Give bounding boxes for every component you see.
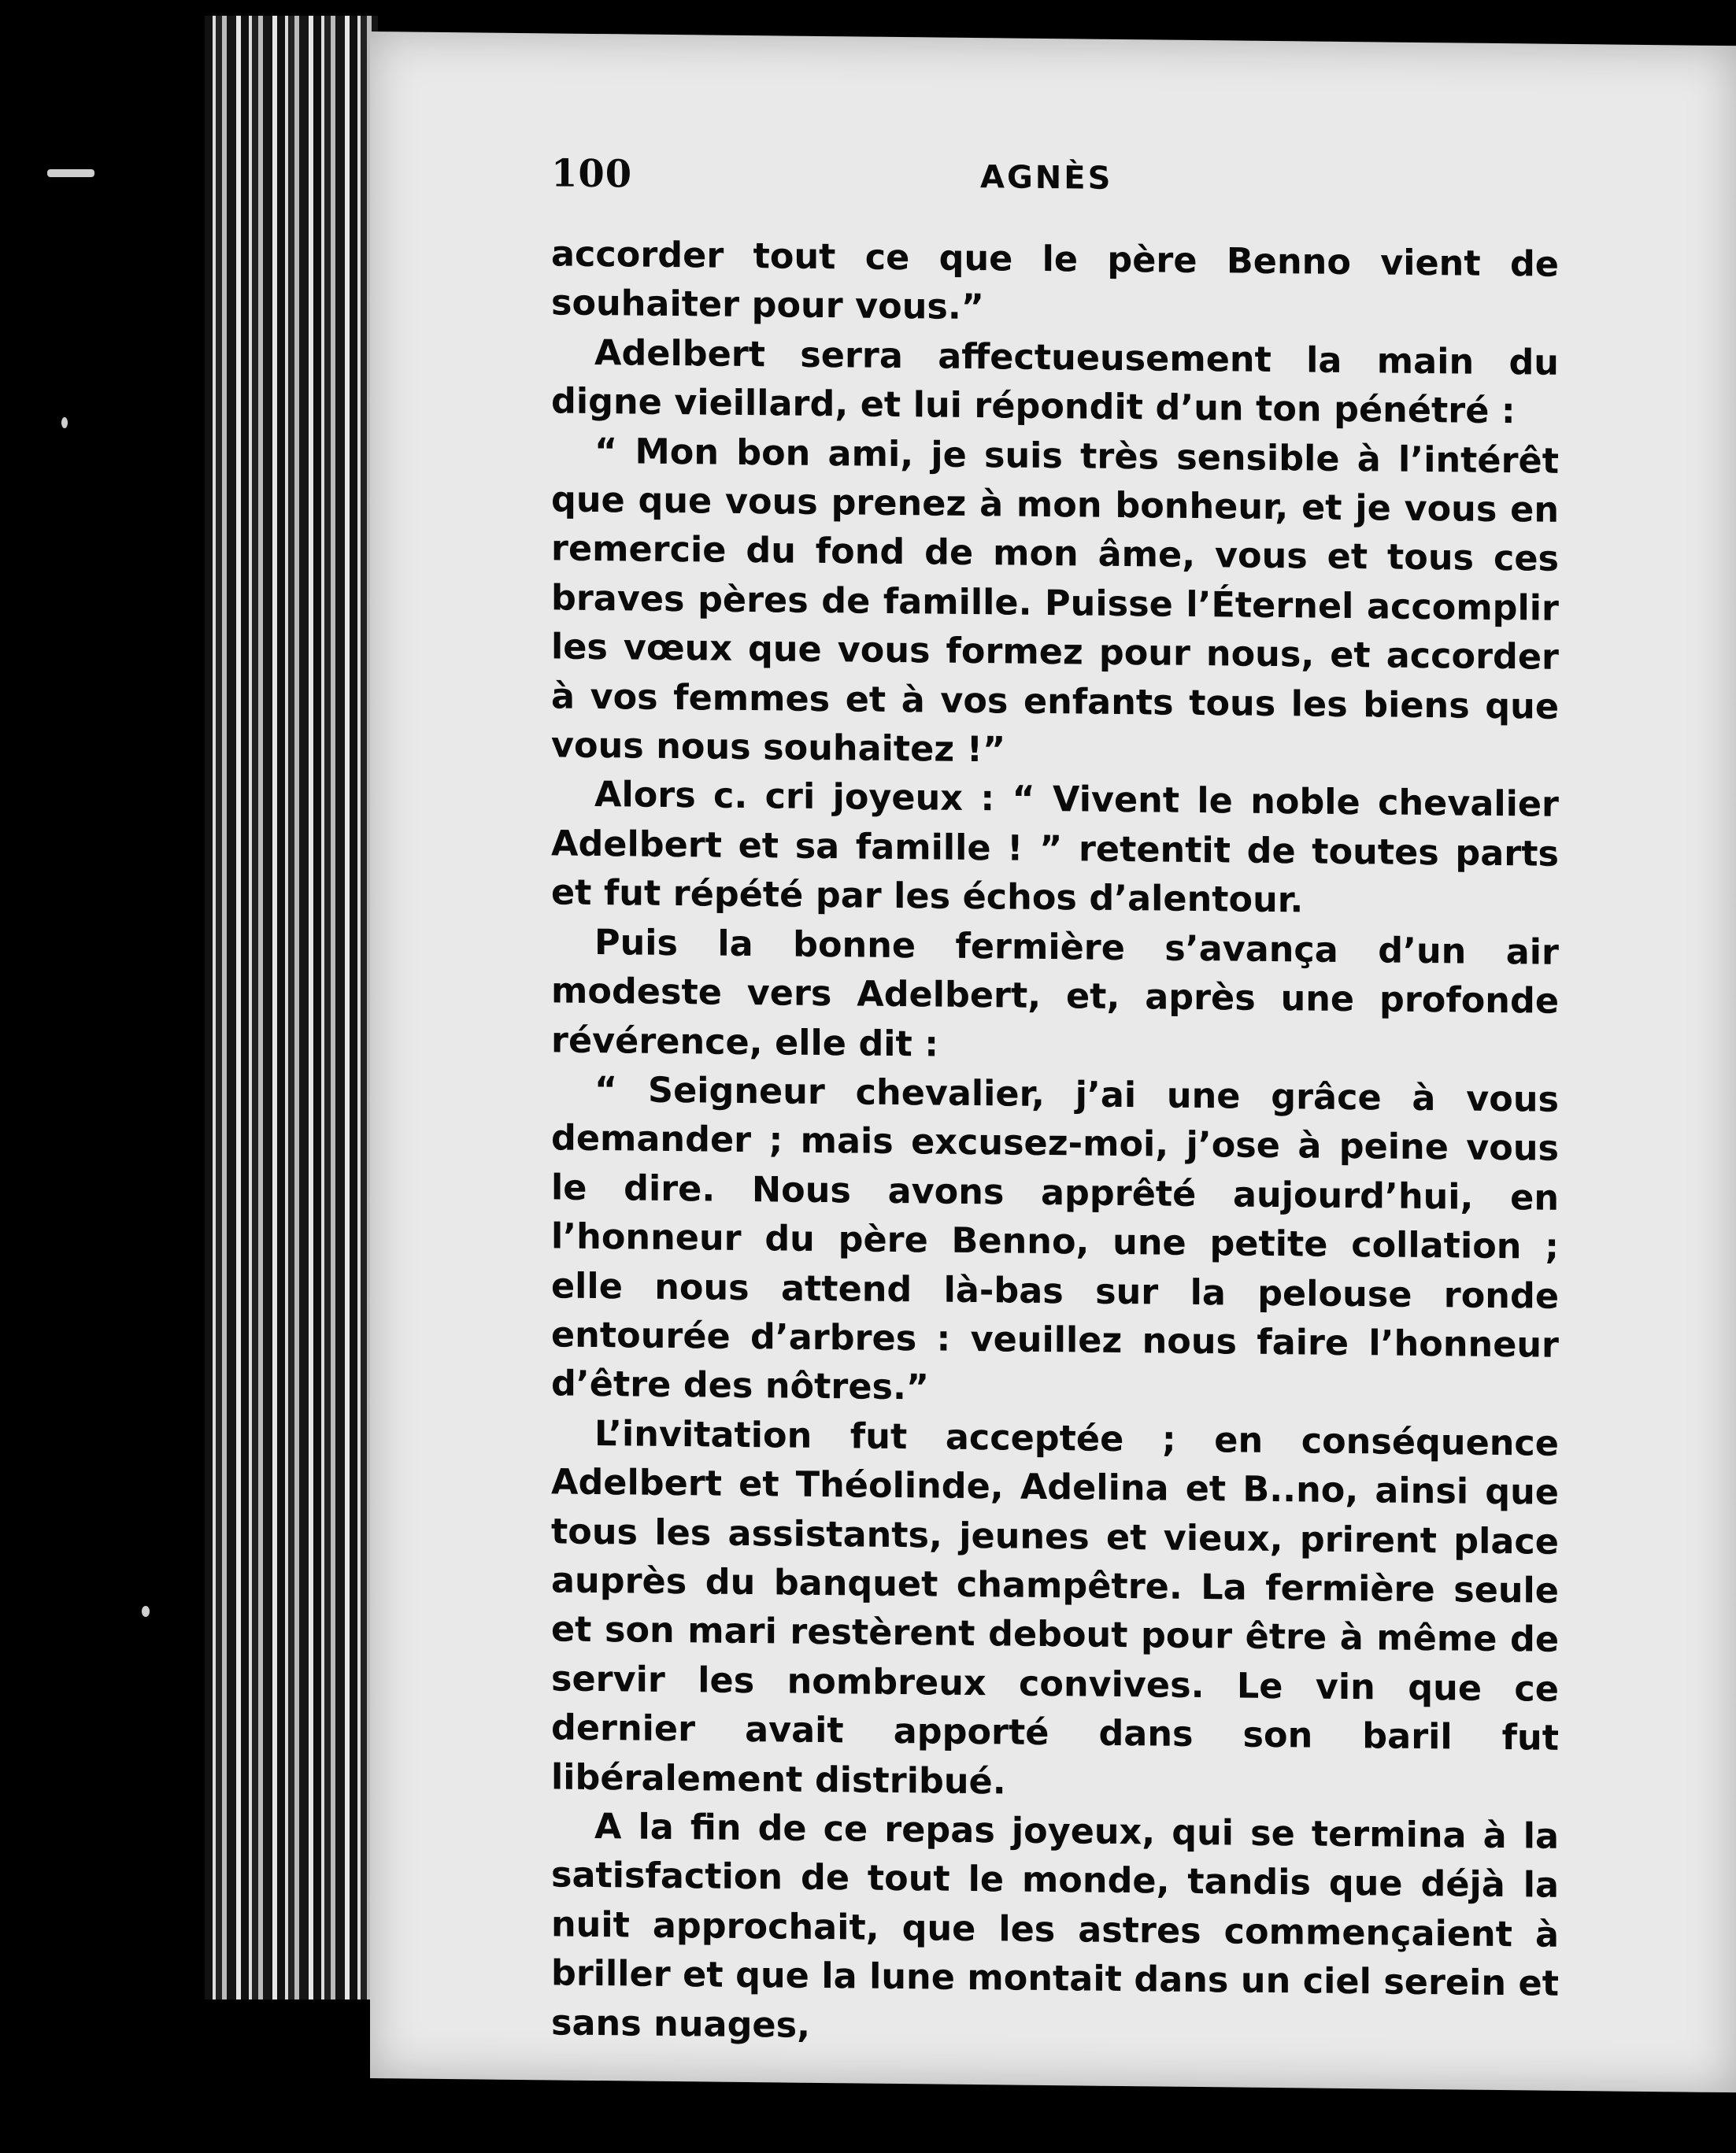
book-page	[370, 31, 1736, 2092]
page-content	[551, 151, 1559, 2058]
dust-speck	[142, 1606, 150, 1617]
paragraph: L’invitation fut acceptée ; en conséquence Adelbert et Théolinde, Adelina et B..no, ainsi que tous les assistants, jeunes et vieux, prirent place auprès du banquet champêtre. La fermière seule et son mari restèrent debout pour être à même de servir les nombreux convives. Le vin que ce dernier avait apporté dans son baril fut libéralement distribué.	[551, 1413, 1559, 1803]
paragraph: “ Seigneur chevalier, j’ai une grâce à vous demander ; mais excusez-moi, j’ose à peine vous le dire. Nous avons apprêté aujourd’hui, en l’honneur du père Benno, une petite collation ; elle nous attend là-bas sur la pelouse ronde entourée d’arbres : veuillez nous faire l’honneur d’être des nôtres.”	[551, 1069, 1559, 1408]
page-header	[551, 151, 1559, 232]
paragraph: “ Mon bon ami, je suis très sensible à l’intérêt que que vous prenez à mon bonheur, et je vous en remercie du fond de mon âme, vous et tous ces braves pères de famille. Puisse l’Éternel accomplir les vœux que vous formez pour nous, et accorder à vos femmes et à vos enfants tous les biens que vous nous souhaitez !”	[551, 431, 1559, 771]
page-number: 100	[551, 151, 633, 197]
dust-speck	[61, 417, 68, 428]
paragraph: accorder tout ce que le père Benno vient de souhaiter pour vous.”	[551, 234, 1559, 328]
paragraph: Puis la bonne fermière s’avança d’un air modeste vers Adelbert, et, après une profonde révérence, elle dit :	[551, 922, 1559, 1065]
paragraph: Adelbert serra affectueusement la main du digne vieillard, et lui répondit d’un ton pénétré :	[551, 332, 1559, 432]
paragraph: Alors c. cri joyeux : “ Vivent le noble chevalier Adelbert et sa famille ! ” retentit de toutes parts et fut répété par les échos d’alentour.	[551, 775, 1559, 921]
dust-speck	[47, 169, 94, 177]
running-title: AGNÈS	[980, 159, 1113, 197]
book-page-edges	[205, 16, 378, 1999]
paragraph: A la fin de ce repas joyeux, qui se termina à la satisfaction de tout le monde, tandis que déjà la nuit approchait, que les astres commençaient à briller et que la lune montait dans un ciel serein et sans nuages,	[551, 1806, 1559, 2046]
body-text	[551, 230, 1559, 2058]
